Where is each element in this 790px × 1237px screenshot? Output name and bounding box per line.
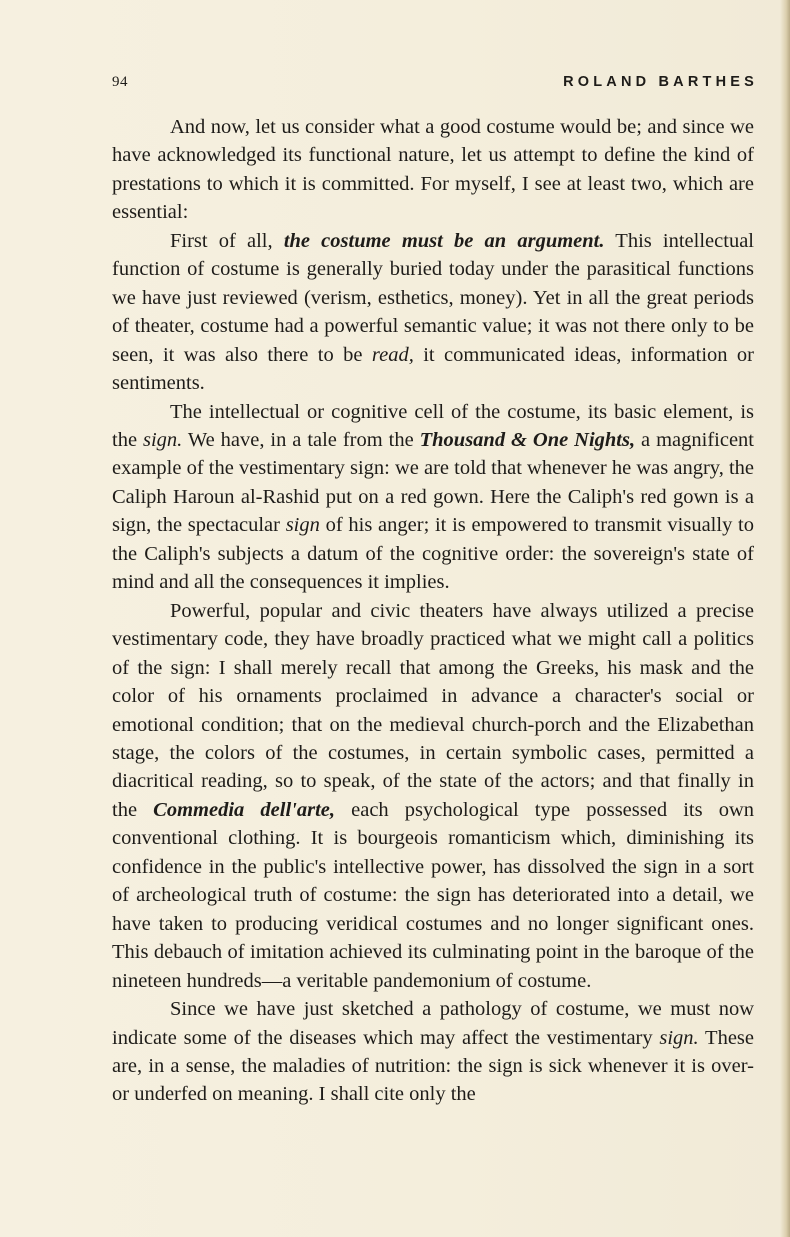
text-segment: First of all, — [170, 229, 284, 252]
paragraph — [112, 597, 754, 995]
italic-word: sign — [285, 514, 320, 537]
genre-title: Commedia dell'arte, — [153, 798, 335, 821]
text-segment: The intellectual or cognitive cell of the costume, its basic element, is the — [112, 400, 754, 451]
text-segment: Powerful, popular and civic theaters have always utilized a precise vestimentary code, they have broadly practiced what we might call a politics of the sign: I shall merely recall that among the Greeks, his mask and the color of his ornaments proclaimed in advance a character's social or emotional condition; that on the medieval church-porch and the Elizabethan stage, the colors of the costumes, in certain symbolic cases, permitted a diacritical reading, so to speak, of the state of the actors; and that finally in the — [112, 599, 754, 821]
italic-word: sign. — [659, 1026, 699, 1049]
text-segment: a magnificent example of the vestimentary sign: we are told that whenever he was angry, the Caliph Haroun al-Rashid put on a red gown. Here the Caliph's red gown is a sign, the spectacular — [112, 428, 754, 537]
italic-word: sign. — [143, 428, 183, 451]
body-text — [112, 113, 754, 1109]
page-edge-shadow — [780, 0, 790, 1237]
paragraph — [112, 995, 754, 1109]
running-title: ROLAND BARTHES — [563, 74, 758, 90]
text-segment: it communicated ideas, information or sentiments. — [112, 343, 754, 395]
paragraph — [112, 227, 754, 398]
running-head — [112, 71, 758, 93]
emphasized-phrase: the costume must be an argument. — [283, 229, 605, 252]
book-title: Thousand & One Nights, — [419, 428, 636, 451]
paragraph — [112, 398, 754, 597]
text-segment: Since we have just sketched a pathology of costume, we must now indicate some of the diseases which may affect the vestimentary — [112, 998, 754, 1049]
text-segment: And now, let us consider what a good costume would be; and since we have acknowledged its functional nature, let us attempt to define the kind of prestations to which it is committed. For myself, I see at least two, which are essential: — [112, 116, 754, 224]
text-segment: each psychological type possessed its own conventional clothing. It is bourgeois romanticism which, diminishing its confidence in the public's intellective power, has dissolved the sign in a sort of archeological truth of costume: the sign has deteriorated into a detail, we have taken to producing veridical costumes and no longer significant ones. This debauch of imitation achieved its culminating point in the baroque of the nineteen hundreds—a veritable pandemonium of costume. — [112, 798, 754, 992]
page-number: 94 — [112, 73, 128, 90]
text-segment: of his anger; it is empowered to transmit visually to the Caliph's subjects a datum of the cognitive order: the sovereign's state of mind and all the consequences it implies. — [112, 514, 754, 594]
text-segment: These are, in a sense, the maladies of nutrition: the sign is sick whenever it is over- or underfed on meaning. I shall cite only the — [112, 1026, 754, 1106]
text-segment: This intellectual function of costume is generally buried today under the parasitical functions we have just reviewed (verism, esthetics, money). Yet in all the great periods of theater, costume had a powerful semantic value; it was not there only to be seen, it was also there to be — [112, 229, 754, 366]
italic-word: read, — [371, 343, 414, 366]
text-segment: We have, in a tale from the — [182, 428, 420, 451]
paragraph — [112, 113, 754, 227]
